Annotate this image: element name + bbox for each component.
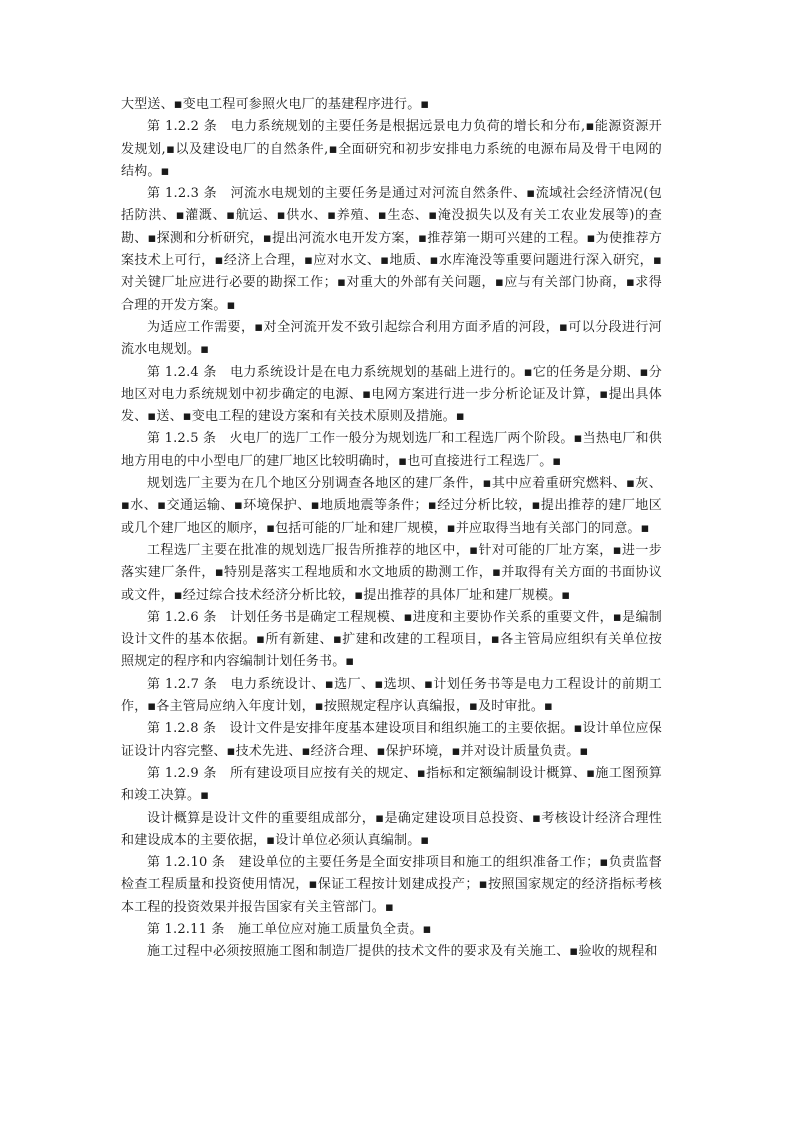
paragraph: 为适应工作需要，▪对全河流开发不致引起综合利用方面矛盾的河段，▪可以分段进行河流水电规划。▪ bbox=[121, 319, 662, 358]
paragraph: 设计概算是设计文件的重要组成部分，▪是确定建设项目总投资、▪考核设计经济合理性和建设成本的主要依据，▪设计单位必须认真编制。▪ bbox=[121, 810, 662, 848]
paragraph: 施工过程中必须按照施工图和制造厂提供的技术文件的要求及有关施工、▪验收的规程和 bbox=[147, 944, 658, 960]
paragraph: 第 1.2.4 条 电力系统设计是在电力系统规划的基础上进行的。▪它的任务是分期、▪分地区对电力系统规划中初步确定的电源、▪电网方案进行进一步分析论证及计算，▪提出具体发、▪送、▪变电工程的建设方案和有关技术原则及措施。▪ bbox=[121, 364, 662, 425]
paragraph: 第 1.2.6 条 计划任务书是确定工程规模、▪进度和主要协作关系的重要文件，▪是编制设计文件的基本依据。▪所有新建、▪扩建和改建的工程项目，▪各主管局应组织有关单位按照规定的程序和内容编制计划任务书。▪ bbox=[121, 609, 662, 670]
paragraph: 工程选厂主要在批准的规划选厂报告所推荐的地区中，▪针对可能的厂址方案，▪进一步落实建厂条件，▪特别是落实工程地质和水文地质的勘测工作，▪并取得有关方面的书面协议或文件，▪经过综合技术经济分析比较，▪提出推荐的具体厂址和建厂规模。▪ bbox=[121, 542, 662, 603]
paragraph: 第 1.2.2 条 电力系统规划的主要任务是根据远景电力负荷的增长和分布,▪能源资源开发规划,▪以及建设电厂的自然条件,▪全面研究和初步安排电力系统的电源布局及骨干电网的结构。▪ bbox=[121, 119, 662, 179]
paragraph: 第 1.2.7 条 电力系统设计、▪选厂、▪选坝、▪计划任务书等是电力工程设计的前期工作，▪各主管局应纳入年度计划，▪按照规定程序认真编报，▪及时审批。▪ bbox=[121, 676, 662, 715]
paragraph: 大型送、▪变电工程可参照火电厂的基建程序进行。▪ bbox=[121, 97, 430, 112]
paragraph: 第 1.2.8 条 设计文件是安排年度基本建设项目和组织施工的主要依据。▪设计单位应保证设计内容完整、▪技术先进、▪经济合理、▪保护环境，▪并对设计质量负责。▪ bbox=[121, 721, 662, 759]
paragraph: 第 1.2.11 条 施工单位应对施工质量负全责。▪ bbox=[147, 921, 432, 937]
document-body bbox=[121, 94, 662, 964]
paragraph: 规划选厂主要为在几个地区分别调查各地区的建厂条件，▪其中应着重研究燃料、▪灰、▪水、▪交通运输、▪环境保护、▪地质地震等条件；▪经过分析比较，▪提出推荐的建厂地区或几个建厂地区的顺序，▪包括可能的厂址和建厂规模，▪并应取得当地有关部门的同意。▪ bbox=[121, 476, 662, 536]
paragraph: 第 1.2.5 条 火电厂的选厂工作一般分为规划选厂和工程选厂两个阶段。▪当热电厂和供地方用电的中小型电厂的建厂地区比较明确时，▪也可直接进行工程选厂。▪ bbox=[121, 431, 662, 469]
paragraph: 第 1.2.10 条 建设单位的主要任务是全面安排项目和施工的组织准备工作；▪负责监督检查工程质量和投资使用情况，▪保证工程按计划建成投产；▪按照国家规定的经济指标考核本工程的投资效果并报告国家有关主管部门。▪ bbox=[121, 855, 662, 915]
paragraph: 第 1.2.9 条 所有建设项目应按有关的规定、▪指标和定额编制设计概算、▪施工图预算和竣工决算。▪ bbox=[121, 765, 662, 804]
paragraph: 第 1.2.3 条 河流水电规划的主要任务是通过对河流自然条件、▪流域社会经济情况(包括防洪、▪灌溉、▪航运、▪供水、▪养殖、▪生态、▪淹没损失以及有关工农业发展等)的查勘、▪探测和分析研究，▪提出河流水电开发方案，▪推荐第一期可兴建的工程。▪为使推荐方案技术上可行，▪经济上合理，▪应对水文、▪地质、▪水库淹没等重要问题进行深入研究，▪对关键厂址应进行必要的勘探工作；▪对重大的外部有关问题，▪应与有关部门协商，▪求得合理的开发方案。▪ bbox=[121, 186, 662, 313]
